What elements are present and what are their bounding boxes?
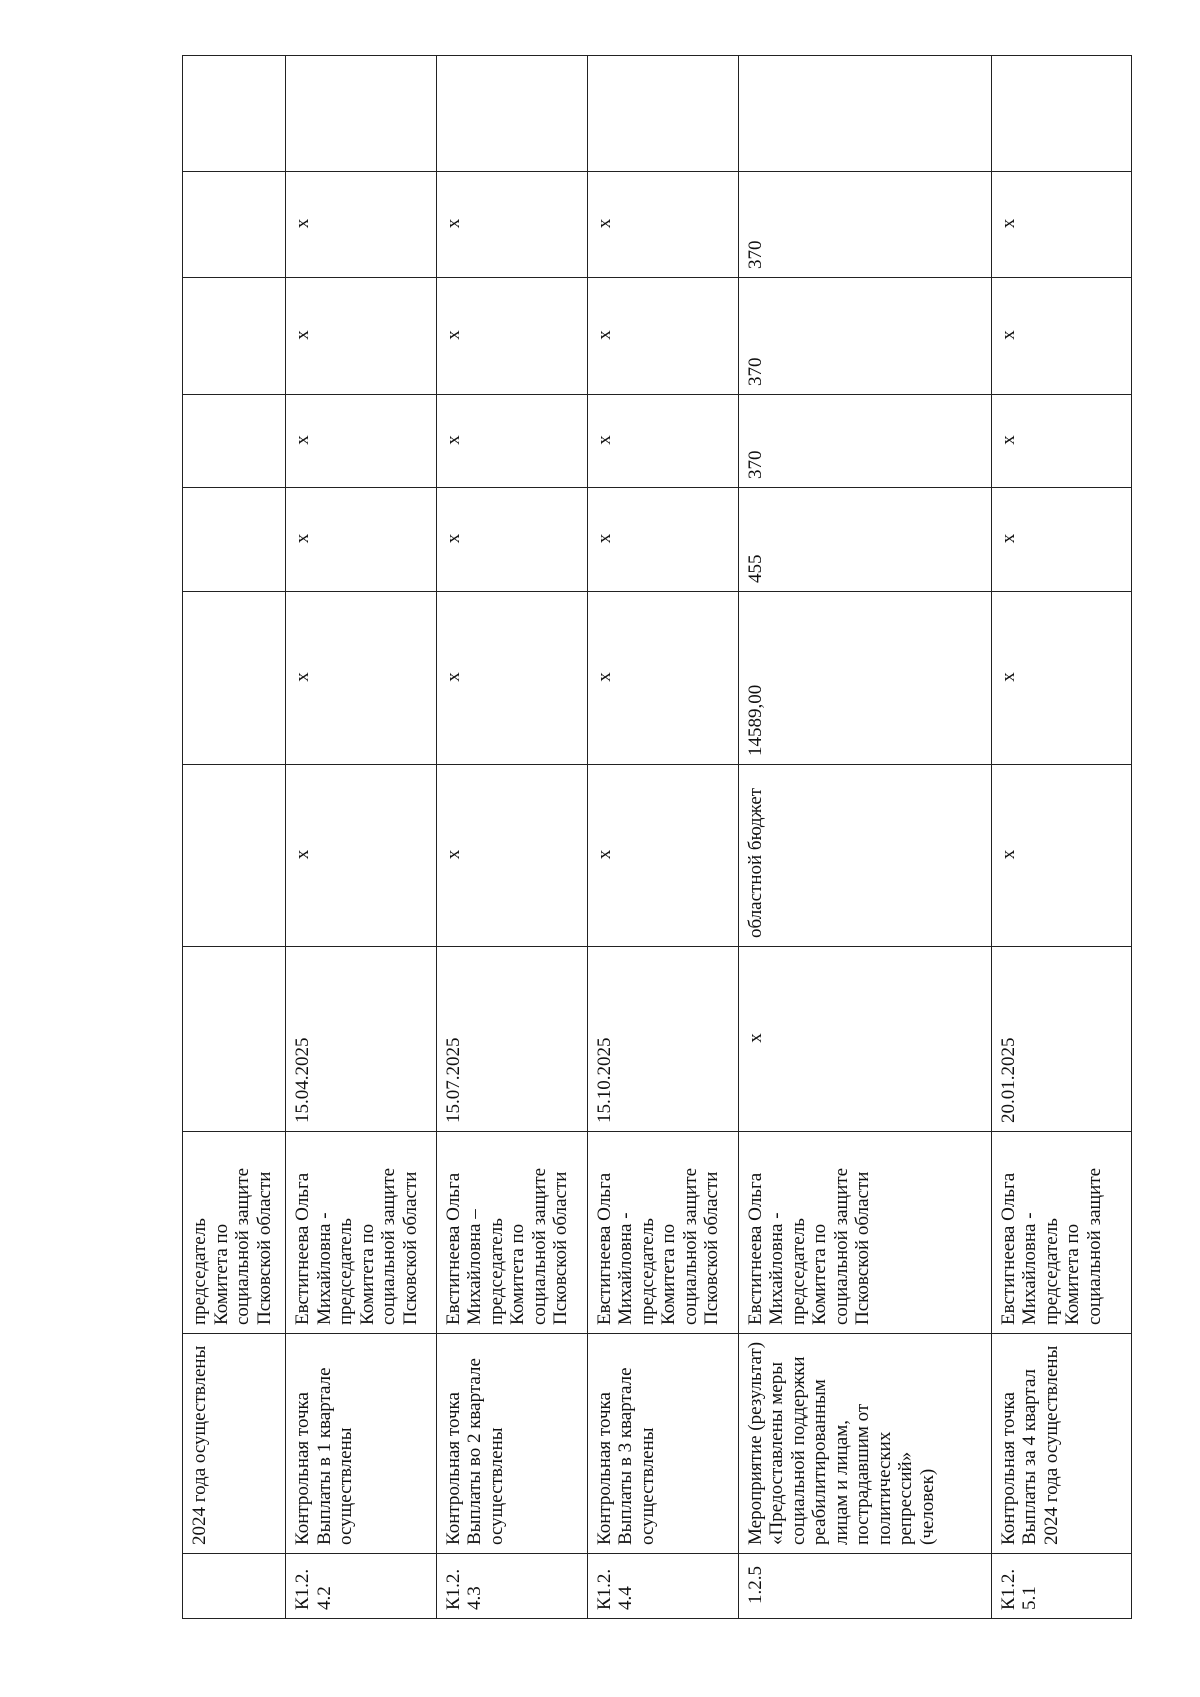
cell-date [183,947,286,1132]
cell-source: x [436,765,587,947]
cell-value-4: x [436,278,587,395]
cell-value-3: x [991,395,1131,488]
cell-value-2: x [587,488,738,592]
measures-table [182,55,1132,1619]
cell-name: Контрольная точка Выплаты в 1 квартале осуществлены [286,1334,437,1554]
cell-responsible: Евстигнеева Ольга Михайловна - председатель Комитета по социальной защите Псковской области [738,1132,991,1334]
cell-responsible: Евстигнеева Ольга Михайловна - председатель Комитета по социальной защите Псковской области [587,1132,738,1334]
table-row [991,56,1131,1619]
table-row [738,56,991,1619]
cell-value-5 [183,172,286,278]
cell-value-4: x [991,278,1131,395]
table-row [436,56,587,1619]
cell-responsible: Евстигнеева Ольга Михайловна - председатель Комитета по социальной защите [991,1132,1131,1334]
cell-id: К1.2.4.2 [286,1554,437,1619]
cell-value-5: x [436,172,587,278]
cell-name: Контрольная точка Выплаты в 3 квартале осуществлены [587,1334,738,1554]
cell-value-2: x [436,488,587,592]
cell-name: 2024 года осуществлены [183,1334,286,1554]
table-row [286,56,437,1619]
cell-value-3 [183,395,286,488]
cell-id: 1.2.5 [738,1554,991,1619]
cell-source: x [587,765,738,947]
cell-value-1: x [286,592,437,765]
table-row [183,56,286,1619]
cell-source: x [286,765,437,947]
cell-value-5: x [991,172,1131,278]
cell-source: x [991,765,1131,947]
cell-value-2 [183,488,286,592]
cell-responsible: Евстигнеева Ольга Михайловна – председатель Комитета по социальной защите Псковской области [436,1132,587,1334]
cell-value-4: x [286,278,437,395]
cell-id: К1.2.4.4 [587,1554,738,1619]
cell-id: К1.2.4.3 [436,1554,587,1619]
cell-value-6 [991,56,1131,172]
cell-value-4: 370 [738,278,991,395]
cell-date: 15.10.2025 [587,947,738,1132]
cell-value-3: x [587,395,738,488]
cell-name: Контрольная точка Выплаты за 4 квартал 2024 года осуществлены [991,1334,1131,1554]
cell-value-1: x [991,592,1131,765]
cell-value-3: x [286,395,437,488]
cell-name: Контрольная точка Выплаты во 2 квартале осуществлены [436,1334,587,1554]
cell-value-1: x [436,592,587,765]
cell-value-6 [183,56,286,172]
cell-name: Мероприятие (результат) «Предоставлены меры социальной поддержки реабилитированным лицам и лицам, пострадавшим от политических репрессий» (человек) [738,1334,991,1554]
cell-value-3: x [436,395,587,488]
cell-value-6 [286,56,437,172]
cell-value-5: 370 [738,172,991,278]
cell-value-1: x [587,592,738,765]
cell-value-6 [738,56,991,172]
cell-date: 15.04.2025 [286,947,437,1132]
cell-value-5: x [587,172,738,278]
cell-value-1: 14589,00 [738,592,991,765]
cell-id [183,1554,286,1619]
cell-value-2: x [991,488,1131,592]
cell-responsible: председатель Комитета по социальной защите Псковской области [183,1132,286,1334]
cell-source [183,765,286,947]
cell-value-2: 455 [738,488,991,592]
cell-date: x [738,947,991,1132]
table-row [587,56,738,1619]
cell-id: К1.2.5.1 [991,1554,1131,1619]
cell-value-4 [183,278,286,395]
cell-value-2: x [286,488,437,592]
cell-responsible: Евстигнеева Ольга Михайловна - председатель Комитета по социальной защите Псковской области [286,1132,437,1334]
cell-source: областной бюджет [738,765,991,947]
cell-value-5: x [286,172,437,278]
cell-value-4: x [587,278,738,395]
cell-value-1 [183,592,286,765]
cell-value-3: 370 [738,395,991,488]
cell-date: 20.01.2025 [991,947,1131,1132]
cell-date: 15.07.2025 [436,947,587,1132]
cell-value-6 [436,56,587,172]
cell-value-6 [587,56,738,172]
